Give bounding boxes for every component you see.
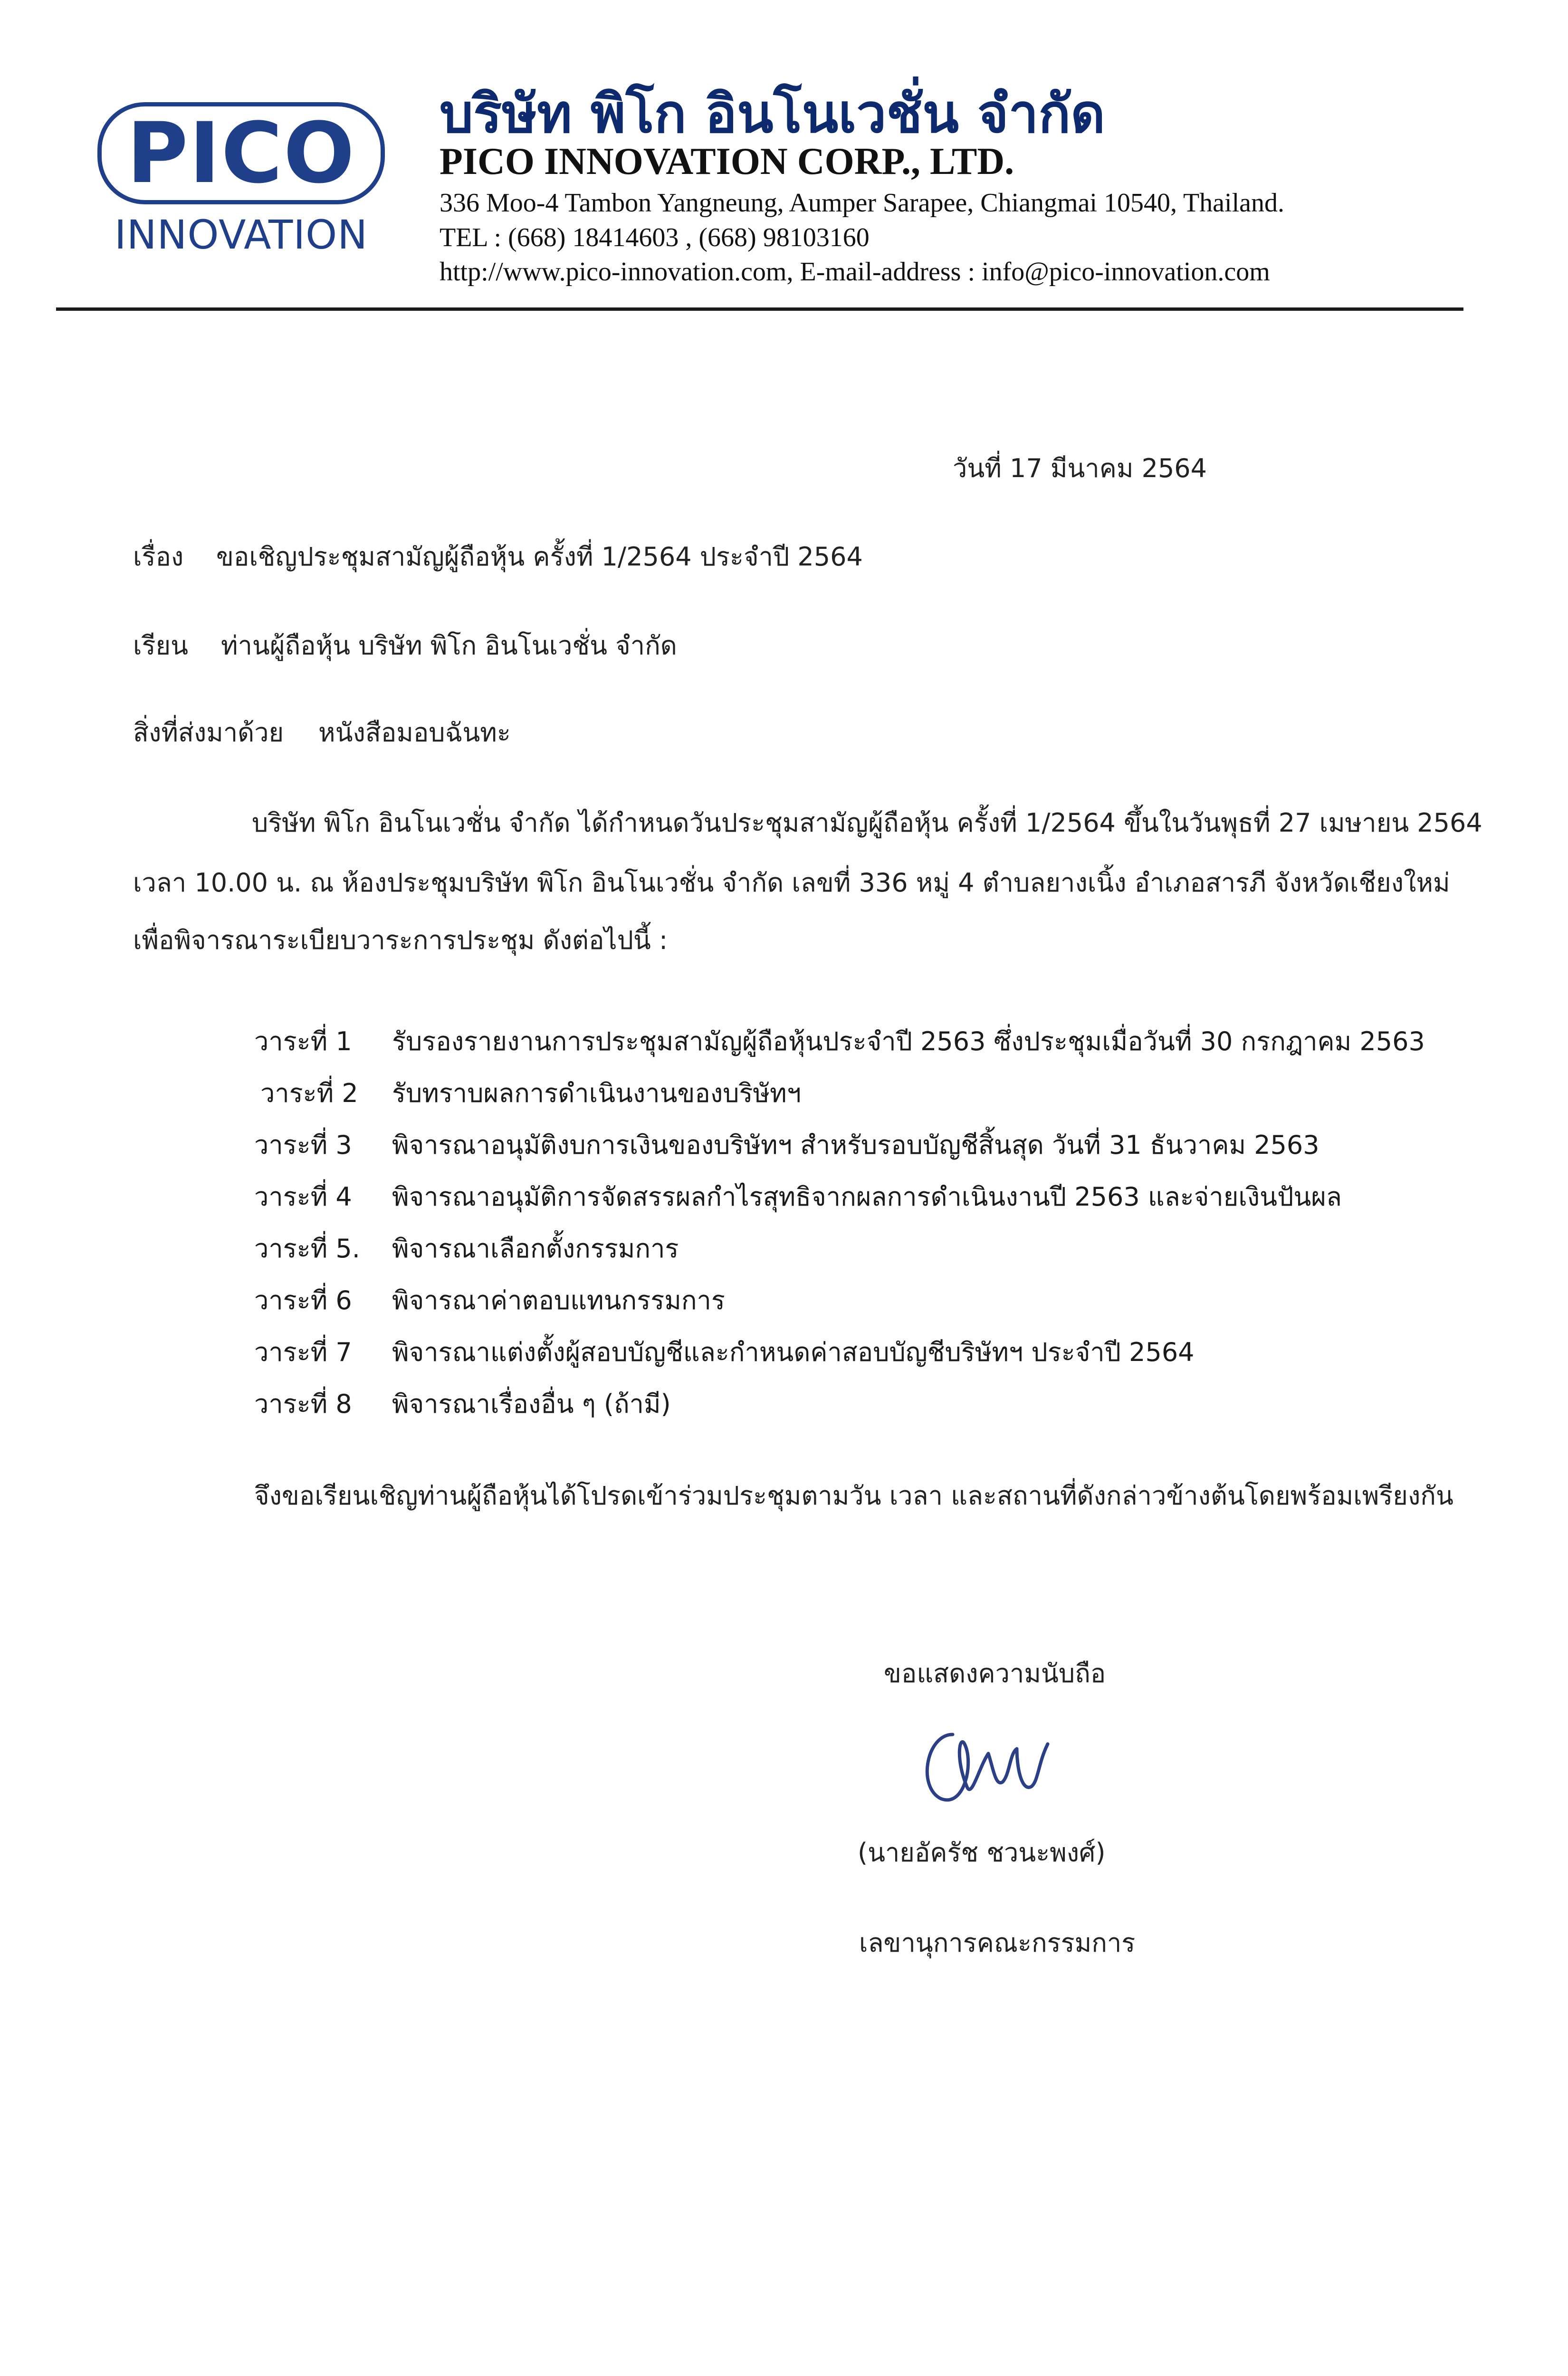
agenda-item-text: พิจารณาเลือกตั้งกรรมการ (392, 1234, 679, 1264)
body-line-2: เวลา 10.00 น. ณ ห้องประชุมบริษัท พิโก อินโนเวชั่น จำกัด เลขที่ 336 หมู่ 4 ตำบลยางเนิ้ง อำเภอสารภี จังหวัดเชียงใหม่ (133, 868, 1450, 898)
body-line-3: เพื่อพิจารณาระเบียบวาระการประชุม ดังต่อไปนี้ : (133, 925, 668, 955)
company-name-thai: บริษัท พิโก อินโนเวชั่น จำกัด (440, 83, 1106, 145)
recipient-text: ท่านผู้ถือหุ้น บริษัท พิโก อินโนเวชั่น จำกัด (221, 631, 677, 661)
enclosure-text: หนังสือมอบฉันทะ (318, 718, 511, 747)
logo-text: PICO (126, 105, 356, 202)
body-line-1: บริษัท พิโก อินโนเวชั่น จำกัด ได้กำหนดวันประชุมสามัญผู้ถือหุ้น ครั้งที่ 1/2564 ขึ้นในวันพุธที่ 27 เมษายน 2564 (252, 808, 1482, 838)
agenda-item-text: พิจารณาอนุมัติการจัดสรรผลกำไรสุทธิจากผลการดำเนินงานปี 2563 และจ่ายเงินปันผล (392, 1182, 1342, 1212)
signer-title: เลขานุการคณะกรรมการ (859, 1928, 1136, 1958)
recipient-label: เรียน (133, 631, 189, 661)
letter-date: วันที่ 17 มีนาคม 2564 (953, 453, 1207, 483)
agenda-item-number: วาระที่ 7 (254, 1337, 352, 1367)
closing-paragraph: จึงขอเรียนเชิญท่านผู้ถือหุ้นได้โปรดเข้าร่วมประชุมตามวัน เวลา และสถานที่ดังกล่าวข้างต้นโดยพร้อมเพรียงกัน (254, 1481, 1453, 1511)
header-divider (56, 307, 1463, 311)
subject-label: เรื่อง (133, 542, 184, 572)
agenda-item-text: รับทราบผลการดำเนินงานของบริษัทฯ (392, 1078, 802, 1108)
agenda-item-number: วาระที่ 4 (254, 1182, 352, 1212)
company-address: 336 Moo-4 Tambon Yangneung, Aumper Sarapee, Chiangmai 10540, Thailand. (440, 188, 1284, 218)
signer-name: (นายอัครัช ชวนะพงศ์) (858, 1838, 1106, 1868)
agenda-item-number: วาระที่ 6 (254, 1285, 352, 1315)
signature-image (908, 1715, 1069, 1820)
company-name-english: PICO INNOVATION CORP., LTD. (440, 141, 1014, 182)
company-telephone: TEL : (668) 18414603 , (668) 98103160 (440, 223, 870, 252)
agenda-item-number: วาระที่ 1 (254, 1026, 352, 1056)
agenda-item-number: วาระที่ 5. (254, 1234, 360, 1264)
agenda-item-text: พิจารณาค่าตอบแทนกรรมการ (392, 1285, 725, 1315)
enclosure-label: สิ่งที่ส่งมาด้วย (133, 718, 284, 747)
subject-text: ขอเชิญประชุมสามัญผู้ถือหุ้น ครั้งที่ 1/2564 ประจำปี 2564 (216, 542, 863, 572)
agenda-item-number: วาระที่ 8 (254, 1389, 352, 1419)
agenda-item-text: รับรองรายงานการประชุมสามัญผู้ถือหุ้นประจำปี 2563 ซึ่งประชุมเมื่อวันที่ 30 กรกฎาคม 2563 (392, 1026, 1425, 1056)
agenda-item-text: พิจารณาแต่งตั้งผู้สอบบัญชีและกำหนดค่าสอบบัญชีบริษัทฯ ประจำปี 2564 (392, 1337, 1195, 1367)
agenda-item-text: พิจารณาเรื่องอื่น ๆ (ถ้ามี) (392, 1389, 671, 1419)
agenda-item-number: วาระที่ 2 (260, 1078, 358, 1108)
logo-subtext: INNOVATION (114, 211, 368, 258)
company-web-email: http://www.pico-innovation.com, E-mail-address : info@pico-innovation.com (440, 257, 1270, 287)
agenda-item-number: วาระที่ 3 (254, 1130, 352, 1160)
closing-regards: ขอแสดงความนับถือ (884, 1658, 1106, 1688)
agenda-item-text: พิจารณาอนุมัติงบการเงินของบริษัทฯ สำหรับรอบบัญชีสิ้นสุด วันที่ 31 ธันวาคม 2563 (392, 1130, 1319, 1160)
